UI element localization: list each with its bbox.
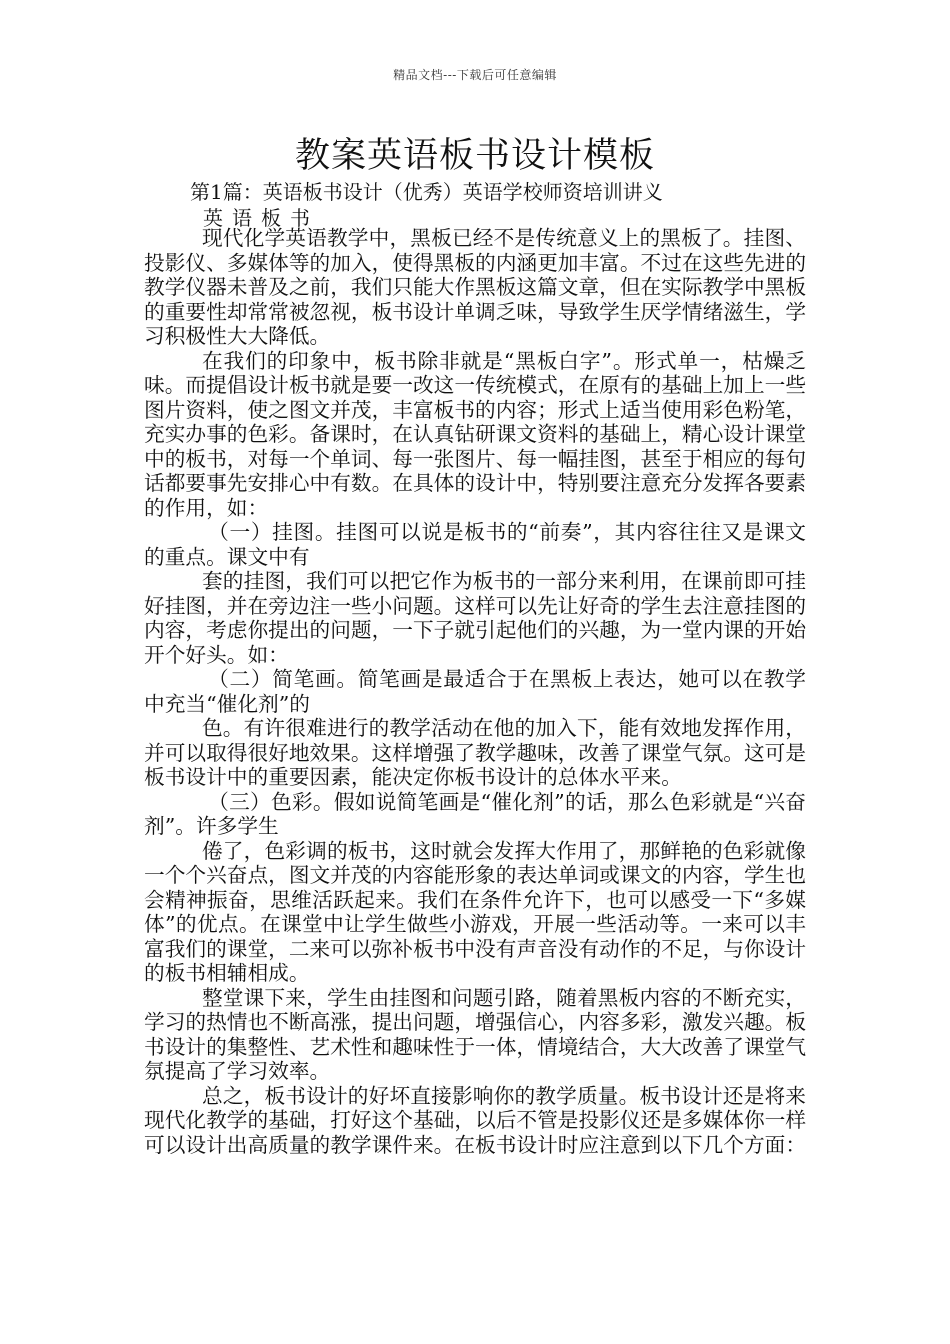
paragraph-section-2: （二）简笔画。简笔画是最适合于在黑板上表达，她可以在教学中充当“催化剂”的	[144, 667, 806, 716]
paragraph: 现代化学英语教学中，黑板已经不是传统意义上的黑板了。挂图、投影仪、多媒体等的加入，使得黑板的内涵更加丰富。不过在这些先进的教学仪器未普及之前，我们只能大作黑板这篇文章，但在实际教学中黑板的重要性却常常被忽视，板书设计单调乏味，导致学生厌学情绪滋生，学习积极性大大降低。	[144, 226, 807, 348]
document-body	[144, 226, 806, 1157]
paragraph: 总之，板书设计的好坏直接影响你的教学质量。板书设计还是将来现代化教学的基础，打好这个基础，以后不管是投影仪还是多媒体你一样可以设计出高质量的教学课件来。在板书设计时应注意到以下几个方面：	[144, 1083, 807, 1157]
section-subtitle: 第1篇：英语板书设计（优秀）英语学校师资培训讲义	[190, 180, 663, 204]
paragraph: 倦了，色彩调的板书，这时就会发挥大作用了，那鲜艳的色彩就像一个个兴奋点，图文并茂的内容能形象的表达单词或课文的内容，学生也会精神振奋，思维活跃起来。我们在条件允许下，也可以感受一下“多媒体”的优点。在课堂中让学生做些小游戏，开展一些活动等。一来可以丰富我们的课堂，二来可以弥补板书中没有声音没有动作的不足，与你设计的板书相辅相成。	[144, 838, 807, 985]
section-heading: 英语板书	[203, 206, 319, 230]
header-note: 精品文档---下载后可任意编辑	[393, 68, 557, 82]
paragraph: 整堂课下来，学生由挂图和问题引路，随着黑板内容的不断充实，学习的热情也不断高涨，提出问题，增强信心，内容多彩，激发兴趣。板书设计的集整性、艺术性和趣味性于一体，情境结合，大大改善了课堂气氛提高了学习效率。	[144, 985, 807, 1083]
paragraph: 色。有许很难进行的教学活动在他的加入下，能有效地发挥作用，并可以取得很好地效果。这样增强了教学趣味，改善了课堂气氛。这可是板书设计中的重要因素，能决定你板书设计的总体水平来。	[144, 716, 807, 789]
paragraph-section-3: （三）色彩。假如说简笔画是“催化剂”的话，那么色彩就是“兴奋剂”。许多学生	[144, 789, 806, 838]
paragraph: 在我们的印象中，板书除非就是“黑板白字”。形式单一，枯燥乏味。而提倡设计板书就是要一改这一传统模式，在原有的基础上加上一些图片资料，使之图文并茂，丰富板书的内容；形式上适当使用彩色粉笔，充实办事的色彩。备课时，在认真钻研课文资料的基础上，精心设计课堂中的板书，对每一个单词、每一张图片、每一幅挂图，甚至于相应的每句话都要事先安排心中有数。在具体的设计中，特别要注意充分发挥各要素的作用，如：	[144, 348, 807, 520]
paragraph: 套的挂图，我们可以把它作为板书的一部分来利用，在课前即可挂好挂图，并在旁边注一些小问题。这样可以先让好奇的学生去注意挂图的内容，考虑你提出的问题，一下子就引起他们的兴趣，为一堂内课的开始开个好头。如：	[144, 569, 807, 667]
paragraph-section-1: （一）挂图。挂图可以说是板书的“前奏”，其内容往往又是课文的重点。课文中有	[144, 520, 806, 569]
document-title: 教案英语板书设计模板	[294, 136, 655, 176]
